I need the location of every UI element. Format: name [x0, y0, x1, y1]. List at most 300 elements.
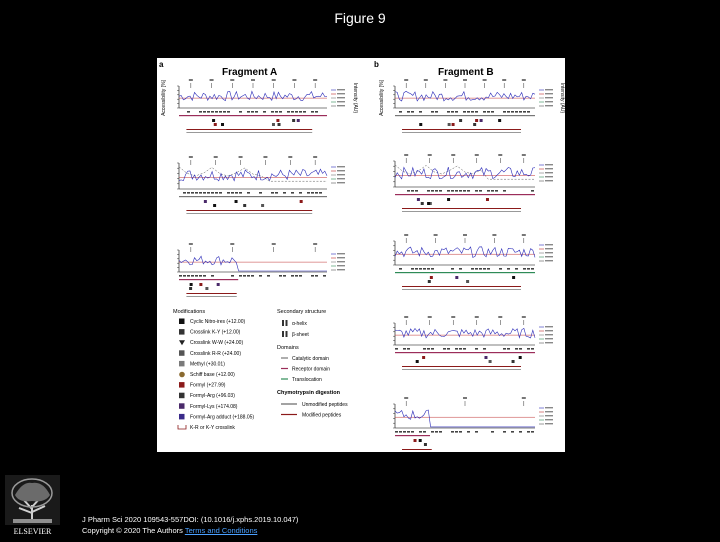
mini-modification-marker: [416, 360, 419, 363]
mini-legend-label: [337, 265, 345, 266]
mini-residue-label: [463, 234, 467, 236]
mini-structure-segment: [231, 275, 234, 277]
mini-structure-segment: [519, 431, 522, 433]
mini-modification-marker: [243, 204, 246, 207]
mini-structure-segment: [235, 192, 238, 194]
mini-structure-segment: [459, 190, 462, 192]
legend-secondary-symbol: [286, 331, 288, 337]
mini-structure-segment: [419, 431, 422, 433]
legend-secondary-label: α-helix: [292, 321, 307, 327]
legend-symbol-square: [179, 393, 185, 399]
mini-legend-label: [545, 334, 553, 335]
mini-residue-label: [424, 79, 428, 81]
mini-modification-marker: [473, 123, 476, 126]
mini-intensity-line: [179, 167, 327, 181]
mini-legend-label: [545, 164, 553, 165]
mini-structure-segment: [511, 111, 514, 113]
mini-structure-segment: [199, 275, 202, 277]
mini-modified-peptide-bar: [402, 129, 521, 130]
mini-residue-label: [239, 156, 243, 158]
mini-structure-segment: [519, 111, 522, 113]
mini-structure-segment: [463, 190, 466, 192]
mini-modification-marker: [421, 202, 424, 205]
mini-structure-segment: [227, 192, 230, 194]
mini-structure-segment: [439, 431, 442, 433]
mini-structure-segment: [395, 431, 398, 433]
mini-structure-segment: [467, 190, 470, 192]
mini-structure-segment: [187, 192, 190, 194]
mini-legend-label: [545, 326, 553, 327]
mini-structure-segment: [475, 111, 478, 113]
mini-modification-marker: [466, 280, 469, 283]
mini-legend-label: [545, 260, 553, 261]
legend-secondary-label: β-sheet: [292, 332, 309, 338]
mini-structure-segment: [443, 348, 446, 350]
mini-legend-label: [337, 257, 345, 258]
mini-structure-segment: [239, 111, 242, 113]
legend-modification-label: Methyl (+30.01): [190, 361, 225, 368]
mini-structure-segment: [403, 348, 406, 350]
mini-structure-segment: [515, 348, 518, 350]
mini-structure-segment: [215, 111, 218, 113]
mini-residue-label: [463, 397, 467, 399]
mini-structure-segment: [431, 431, 434, 433]
mini-legend-label: [545, 176, 553, 177]
mini-residue-label: [189, 79, 193, 81]
mini-structure-segment: [239, 275, 242, 277]
mini-structure-segment: [203, 111, 206, 113]
panel-a-title: Fragment A: [222, 67, 278, 78]
legend-symbol-bracket: [178, 425, 186, 429]
mini-legend-label: [545, 338, 553, 339]
mini-structure-segment: [199, 192, 202, 194]
mini-modification-marker: [419, 439, 422, 442]
mini-structure-segment: [503, 431, 506, 433]
mini-residue-label: [404, 154, 408, 156]
mini-structure-segment: [279, 275, 282, 277]
legend-symbol-square: [179, 382, 185, 388]
mini-residue-label: [263, 156, 267, 158]
mini-modification-marker: [217, 283, 220, 286]
mini-modification-marker: [447, 198, 450, 201]
mini-modification-marker: [489, 360, 492, 363]
mini-residue-label: [451, 316, 455, 318]
mini-modification-marker: [414, 439, 417, 442]
mini-structure-segment: [211, 111, 214, 113]
mini-structure-segment: [211, 275, 214, 277]
legend-domain-label: Receptor domain: [292, 366, 331, 373]
mini-structure-segment: [427, 268, 430, 270]
mini-structure-segment: [187, 275, 190, 277]
mini-modification-marker: [235, 200, 238, 203]
mini-accessibility-trace: [395, 410, 535, 427]
legend-symbol-triangle: [179, 340, 185, 345]
mini-modification-marker: [419, 123, 422, 126]
mini-structure-segment: [283, 275, 286, 277]
mini-structure-segment: [455, 111, 458, 113]
mini-structure-segment: [267, 275, 270, 277]
mini-domain-bar: [395, 272, 535, 273]
figure-graphic: [157, 58, 565, 452]
mini-structure-segment: [503, 348, 506, 350]
citation-line-2: [82, 525, 298, 536]
mini-legend-label: [545, 105, 553, 106]
mini-modification-marker: [498, 119, 501, 122]
mini-legend-label: [545, 419, 553, 420]
mini-residue-label: [463, 79, 467, 81]
panel-b-letter: b: [374, 60, 379, 69]
mini-structure-segment: [527, 348, 530, 350]
mini-structure-segment: [195, 192, 198, 194]
mini-structure-segment: [435, 431, 438, 433]
mini-legend-label: [545, 330, 553, 331]
mini-legend-label: [337, 182, 345, 183]
mini-modification-marker: [422, 356, 425, 359]
mini-legend-label: [545, 180, 553, 181]
mini-modification-marker: [214, 123, 217, 126]
legend-modifications-heading: Modifications: [173, 309, 206, 315]
mini-modification-marker: [221, 123, 224, 126]
legend-modification-label: Formyl-Arg (+96.03): [190, 393, 235, 400]
mini-structure-segment: [475, 348, 478, 350]
mini-structure-segment: [519, 348, 522, 350]
mini-residue-label: [475, 316, 479, 318]
mini-structure-segment: [527, 268, 530, 270]
mini-accessibility-trace: [395, 167, 535, 179]
legend-digestion-label: Unmodified peptides: [302, 402, 348, 408]
mini-residue-label: [404, 234, 408, 236]
mini-structure-segment: [411, 431, 414, 433]
legend-symbol-square: [179, 319, 185, 325]
mini-intensity-line: [395, 165, 535, 179]
mini-legend-label: [545, 93, 553, 94]
mini-structure-segment: [455, 190, 458, 192]
mini-structure-segment: [455, 348, 458, 350]
mini-legend-label: [545, 248, 553, 249]
legend-secondary-symbol: [282, 320, 284, 326]
mini-legend-label: [337, 253, 345, 254]
legend-modification-label: Schiff base (+12.00): [190, 372, 235, 378]
mini-structure-segment: [407, 190, 410, 192]
mini-legend-label: [337, 105, 345, 106]
mini-unmodified-peptide-bar: [186, 296, 236, 297]
mini-structure-segment: [307, 192, 310, 194]
mini-structure-segment: [527, 111, 530, 113]
mini-structure-segment: [191, 275, 194, 277]
mini-structure-segment: [471, 268, 474, 270]
mini-structure-segment: [531, 431, 534, 433]
mini-structure-segment: [507, 348, 510, 350]
mini-structure-segment: [419, 111, 422, 113]
mini-structure-segment: [415, 190, 418, 192]
mini-structure-segment: [315, 192, 318, 194]
mini-legend-label: [337, 174, 345, 175]
mini-legend-label: [337, 89, 345, 90]
mini-modification-marker: [455, 276, 458, 279]
mini-structure-segment: [423, 348, 426, 350]
copyright-text: Copyright © 2020 The Authors: [82, 526, 183, 535]
mini-structure-segment: [475, 190, 478, 192]
mini-structure-segment: [487, 111, 490, 113]
panel-a-letter: a: [159, 60, 164, 69]
mini-structure-segment: [247, 275, 250, 277]
legend-modification-label: Crosslink R-R (+24.00): [190, 350, 241, 357]
mini-structure-segment: [231, 192, 234, 194]
mini-structure-segment: [303, 111, 306, 113]
panel-a-y-axis-label: Accessibility [%]: [161, 80, 167, 116]
mini-legend-label: [545, 407, 553, 408]
mini-structure-segment: [483, 111, 486, 113]
mini-structure-segment: [531, 348, 534, 350]
mini-structure-segment: [287, 111, 290, 113]
mini-structure-segment: [459, 348, 462, 350]
mini-legend-label: [545, 256, 553, 257]
mini-legend-label: [545, 168, 553, 169]
legend-modification-label: Cyclic Nitro-ires (+12.00): [190, 319, 246, 325]
mini-residue-label: [214, 156, 218, 158]
mini-residue-label: [288, 156, 292, 158]
legend-secondary-symbol: [286, 320, 288, 326]
mini-structure-segment: [183, 192, 186, 194]
mini-modification-marker: [199, 283, 202, 286]
mini-structure-segment: [299, 275, 302, 277]
mini-structure-segment: [259, 275, 262, 277]
mini-structure-segment: [219, 111, 222, 113]
mini-residue-label: [483, 79, 487, 81]
mini-legend-label: [545, 411, 553, 412]
legend-secondary-symbol: [282, 331, 284, 337]
mini-structure-segment: [243, 275, 246, 277]
mini-modification-marker: [278, 123, 281, 126]
mini-residue-label: [272, 79, 276, 81]
mini-structure-segment: [427, 190, 430, 192]
mini-structure-segment: [255, 111, 258, 113]
mini-residue-label: [522, 316, 526, 318]
mini-modification-marker: [459, 119, 462, 122]
mini-unmodified-peptide-bar: [402, 132, 521, 133]
mini-modified-peptide-bar: [402, 208, 521, 209]
mini-structure-segment: [435, 111, 438, 113]
mini-structure-segment: [227, 111, 230, 113]
mini-structure-segment: [207, 192, 210, 194]
citation: [82, 514, 298, 536]
mini-structure-segment: [207, 111, 210, 113]
legend-secondary-heading: Secondary structure: [277, 309, 327, 315]
mini-modification-marker: [475, 119, 478, 122]
mini-residue-label: [522, 234, 526, 236]
mini-legend-label: [545, 101, 553, 102]
elsevier-tree-icon: [5, 475, 60, 537]
mini-structure-segment: [451, 190, 454, 192]
mini-modification-marker: [427, 202, 430, 205]
mini-legend-label: [337, 166, 345, 167]
legend-domain-label: Catalytic domain: [292, 356, 329, 362]
mini-legend-label: [545, 244, 553, 245]
mini-domain-bar: [179, 196, 327, 197]
mini-structure-segment: [527, 431, 530, 433]
mini-structure-segment: [455, 431, 458, 433]
mini-structure-segment: [487, 190, 490, 192]
mini-modification-marker: [189, 287, 192, 290]
mini-modification-marker: [261, 204, 264, 207]
mini-structure-segment: [199, 111, 202, 113]
mini-structure-segment: [407, 431, 410, 433]
mini-domain-bar: [395, 115, 535, 116]
mini-structure-segment: [195, 275, 198, 277]
mini-structure-segment: [507, 268, 510, 270]
mini-residue-label: [189, 243, 193, 245]
mini-residue-label: [210, 79, 214, 81]
mini-structure-segment: [251, 111, 254, 113]
mini-domain-bar: [395, 194, 535, 195]
mini-structure-segment: [319, 192, 322, 194]
mini-structure-segment: [523, 111, 526, 113]
mini-structure-segment: [399, 431, 402, 433]
mini-structure-segment: [247, 111, 250, 113]
mini-structure-segment: [459, 431, 462, 433]
legend-symbol-square: [179, 361, 185, 367]
mini-structure-segment: [283, 192, 286, 194]
mini-residue-label: [498, 154, 502, 156]
mini-structure-segment: [407, 348, 410, 350]
mini-structure-segment: [451, 268, 454, 270]
mini-structure-segment: [467, 431, 470, 433]
mini-structure-segment: [251, 275, 254, 277]
mini-structure-segment: [403, 431, 406, 433]
citation-line-1: J Pharm Sci 2020 109543-557DOI: (10.1016/j.xphs.2019.10.047): [82, 515, 299, 524]
mini-structure-segment: [447, 190, 450, 192]
panel-b-title: Fragment B: [438, 67, 494, 78]
mini-structure-segment: [311, 192, 314, 194]
legend-modification-label: K-R or K-Y crosslink: [190, 425, 235, 431]
mini-structure-segment: [431, 348, 434, 350]
mini-structure-segment: [431, 268, 434, 270]
mini-structure-segment: [491, 431, 494, 433]
mini-structure-segment: [491, 190, 494, 192]
page-title: Figure 9: [334, 10, 386, 26]
mini-structure-segment: [475, 431, 478, 433]
mini-structure-segment: [259, 192, 262, 194]
mini-structure-segment: [271, 192, 274, 194]
mini-modification-marker: [204, 200, 207, 203]
mini-structure-segment: [187, 111, 190, 113]
mini-structure-segment: [475, 268, 478, 270]
mini-legend-label: [337, 170, 345, 171]
mini-structure-segment: [311, 275, 314, 277]
mini-residue-label: [251, 79, 255, 81]
mini-structure-segment: [211, 192, 214, 194]
mini-modification-marker: [300, 200, 303, 203]
mini-residue-label: [522, 397, 526, 399]
mini-unmodified-peptide-bar: [186, 132, 312, 133]
mini-modification-marker: [486, 198, 489, 201]
mini-structure-segment: [179, 275, 182, 277]
mini-structure-segment: [299, 192, 302, 194]
mini-structure-segment: [203, 192, 206, 194]
mini-structure-segment: [239, 192, 242, 194]
mini-modification-marker: [512, 276, 515, 279]
mini-structure-segment: [295, 111, 298, 113]
mini-residue-label: [313, 243, 317, 245]
mini-structure-segment: [291, 192, 294, 194]
mini-accessibility-trace: [179, 256, 327, 271]
mini-structure-segment: [499, 268, 502, 270]
mini-modification-marker: [480, 119, 483, 122]
mini-structure-segment: [219, 192, 222, 194]
mini-residue-label: [522, 154, 526, 156]
mini-modification-marker: [292, 119, 295, 122]
legend-modification-label: Formyl (+27.99): [190, 382, 226, 389]
mini-legend-label: [545, 415, 553, 416]
legend-digestion-heading: Chymotrypsin digestion: [277, 390, 340, 396]
mini-residue-label: [434, 234, 438, 236]
mini-structure-segment: [439, 190, 442, 192]
mini-structure-segment: [495, 190, 498, 192]
mini-modification-marker: [430, 276, 433, 279]
mini-structure-segment: [275, 111, 278, 113]
mini-residue-label: [428, 316, 432, 318]
terms-link[interactable]: Terms and Conditions: [184, 526, 258, 535]
mini-structure-segment: [523, 268, 526, 270]
mini-structure-segment: [431, 111, 434, 113]
legend-domains-heading: Domains: [277, 345, 299, 351]
mini-residue-label: [475, 154, 479, 156]
mini-structure-segment: [275, 192, 278, 194]
mini-modification-marker: [424, 443, 427, 446]
mini-structure-segment: [215, 192, 218, 194]
mini-structure-segment: [435, 190, 438, 192]
mini-structure-segment: [467, 111, 470, 113]
mini-residue-label: [498, 316, 502, 318]
mini-residue-label: [230, 79, 234, 81]
mini-structure-segment: [463, 111, 466, 113]
mini-residue-label: [313, 79, 317, 81]
mini-structure-segment: [503, 190, 506, 192]
mini-structure-segment: [271, 111, 274, 113]
mini-structure-segment: [311, 111, 314, 113]
figure-image: [157, 58, 565, 452]
mini-unmodified-peptide-bar: [186, 213, 312, 214]
mini-structure-segment: [411, 190, 414, 192]
mini-structure-segment: [423, 268, 426, 270]
mini-modified-peptide-bar: [402, 286, 521, 287]
mini-structure-segment: [203, 275, 206, 277]
mini-structure-segment: [515, 268, 518, 270]
mini-residue-label: [502, 79, 506, 81]
mini-structure-segment: [447, 348, 450, 350]
mini-modified-peptide-bar: [186, 129, 312, 130]
legend-symbol-square: [179, 350, 185, 356]
mini-structure-segment: [511, 431, 514, 433]
legend-digestion-label: Modified peptides: [302, 412, 342, 419]
mini-structure-segment: [487, 268, 490, 270]
mini-legend-label: [545, 172, 553, 173]
mini-residue-label: [522, 79, 526, 81]
mini-structure-segment: [419, 268, 422, 270]
mini-structure-segment: [531, 190, 534, 192]
legend-symbol-square: [179, 414, 185, 420]
mini-structure-segment: [447, 111, 450, 113]
mini-structure-segment: [191, 192, 194, 194]
mini-structure-segment: [431, 190, 434, 192]
mini-structure-segment: [407, 111, 410, 113]
mini-legend-label: [337, 101, 345, 102]
mini-structure-segment: [315, 111, 318, 113]
legend-modification-label: Formyl-Arg adduct (+188.05): [190, 414, 255, 421]
mini-domain-bar: [395, 352, 535, 353]
mini-structure-segment: [291, 275, 294, 277]
mini-legend-label: [545, 423, 553, 424]
